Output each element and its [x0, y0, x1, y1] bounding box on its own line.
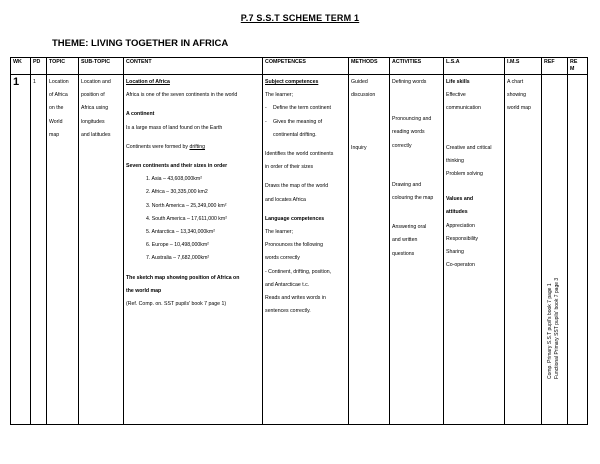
ref-line-1: Comp. Primary S.S.T pupil's book 7 page 1 [547, 283, 553, 379]
page-title: P.7 S.S.T SCHEME TERM 1 [240, 13, 360, 23]
list-item: 7. Australia – 7,682,000km² [146, 255, 210, 262]
cell-pd: 1 [31, 75, 47, 425]
header-methods: METHODS [349, 58, 390, 75]
cell-lsa: Life skills Effective communication Creative and critical thinking Problem solving Values and attitudes Appreciation Responsibility Sharing Co-operaton [444, 75, 505, 425]
header-lsa: L.S.A [444, 58, 505, 75]
header-content: CONTENT [124, 58, 263, 75]
header-topic: TOPIC [47, 58, 79, 75]
cell-ims: A chart showing world map [505, 75, 542, 425]
cell-activities: Defining words Pronouncing and reading words correctly Drawing and colouring the map Answering oral and written questions [390, 75, 444, 425]
list-item: 1. Asia – 43,608,000km² [146, 176, 202, 183]
table-row [11, 75, 588, 425]
list-item: 2. Africa – 30,335,000 km2 [146, 189, 208, 196]
header-ims: I.M.S [505, 58, 542, 75]
ref-line-2: Functional Primary SST pupils' book 7 page 3 [554, 277, 560, 379]
cell-topic: Location of Africa on the World map [47, 75, 79, 425]
cell-methods: Guided discussion Inquiry [349, 75, 390, 425]
list-item: 5. Antarctica – 13,340,000km² [146, 229, 215, 236]
scheme-table [10, 57, 588, 425]
cell-rem [568, 75, 588, 425]
list-item: 3. North America – 25,349,000 km² [146, 202, 227, 209]
list-item: 6. Europe – 10,498,000km² [146, 242, 209, 249]
header-ref: REF [542, 58, 568, 75]
header-rem: RE M [568, 58, 588, 75]
header-row [11, 58, 588, 75]
cell-wk: 1 [11, 75, 31, 425]
cell-ref [542, 75, 568, 425]
cell-content: Location of Africa Africa is one of the seven continents in the world A continent Is a large mass of land found on the Earth Continents were formed by drifting Seven continents and their sizes in order 1. Asia – 43,608,000km² 2. Africa – 30,335,000 km2 3. North America – 25,349,000 km² 4. South America – 17,611,000 km² 5. Antarctica – 13,340,000km² 6. Europe – 10,498,000km² 7. Australia – 7,682,000km² The sketch map showing position of Africa on the world map (Ref. Comp. on. SST pupils' book 7 page 1) [124, 75, 263, 425]
header-pd: PD [31, 58, 47, 75]
header-subtopic: SUB-TOPIC [79, 58, 124, 75]
header-competences: COMPETENCES [263, 58, 349, 75]
header-wk: WK [11, 58, 31, 75]
header-activities: ACTIVITIES [390, 58, 444, 75]
list-item: 4. South America – 17,611,000 km² [146, 215, 227, 222]
cell-competences: Subject competences The learner; - Define the term continent - Gives the meaning of continental drifting. Identifies the world continents in order of their sizes Draws the map of the world and locates Africa Language competences The learner; Pronounces the following words correctly - Continent, drifting, position, and Antarcticae t.c. Reads and writes words in sentences correctly. [263, 75, 349, 425]
theme-heading: THEME: LIVING TOGETHER IN AFRICA [52, 38, 229, 49]
cell-subtopic: Location and position of Africa using longitudes and latitudes [79, 75, 124, 425]
